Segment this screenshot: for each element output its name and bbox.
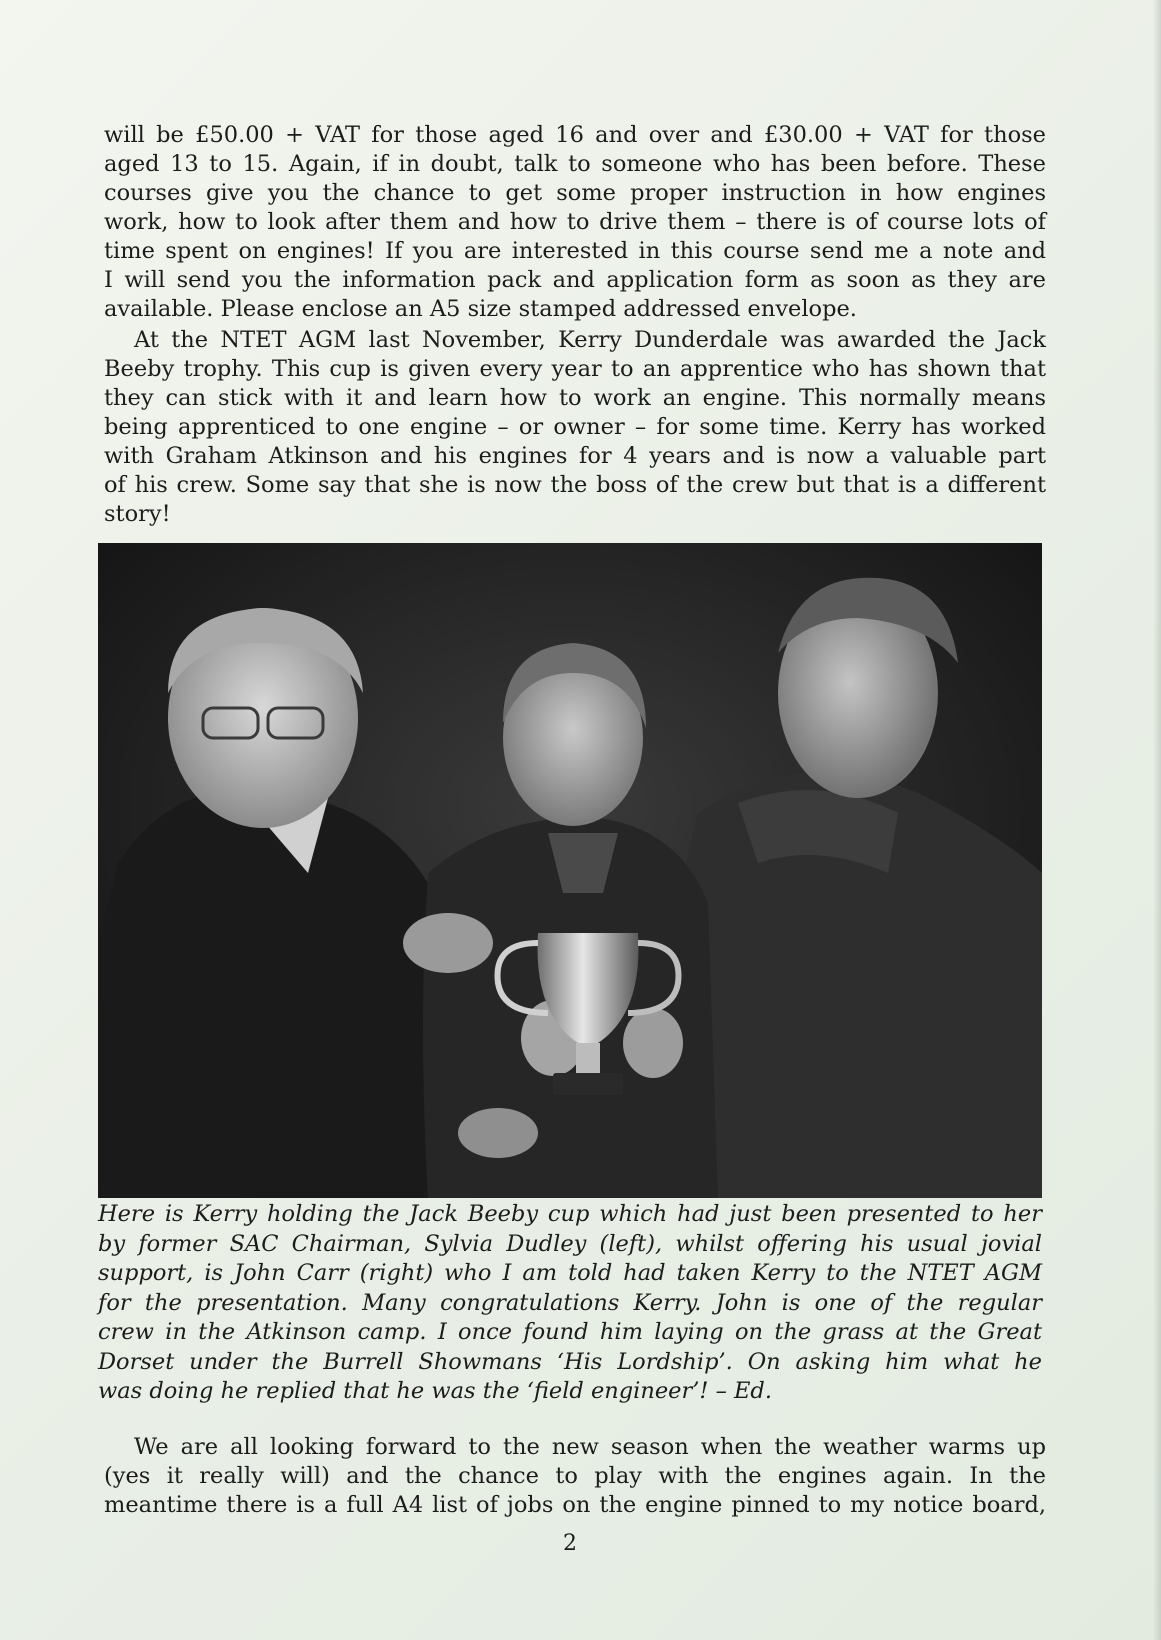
text-line: with Graham Atkinson and his engines for 4 years and is now a valuable part: [104, 443, 1046, 469]
text-line: they can stick with it and learn how to work an engine. This normally means: [104, 385, 1046, 411]
caption-line: for the presentation. Many congratulations Kerry. John is one of the regular: [98, 1289, 1042, 1316]
caption-line: crew in the Atkinson camp. I once found him laying on the grass at the Great: [98, 1319, 1042, 1345]
text-line: Beeby trophy. This cup is given every year to an apprentice who has shown that: [104, 356, 1046, 382]
paragraph-jack-beeby-trophy: [104, 326, 1046, 529]
text-line: aged 13 to 15. Again, if in doubt, talk to someone who has been before. These: [104, 151, 1046, 177]
text-line: being apprenticed to one engine – or owner – for some time. Kerry has worked: [104, 414, 1046, 440]
text-line: of his crew. Some say that she is now the boss of the crew but that is a different: [104, 472, 1046, 498]
text-line: work, how to look after them and how to drive them – there is of course lots of: [104, 209, 1046, 235]
page-number: 2: [563, 1531, 577, 1556]
caption-line: by former SAC Chairman, Sylvia Dudley (left), whilst offering his usual jovial: [98, 1230, 1042, 1257]
paragraph-course-fees: [104, 121, 1046, 324]
page-edge-shadow: [1153, 0, 1161, 1640]
caption-line: Here is Kerry holding the Jack Beeby cup which had just been presented to her: [98, 1201, 1042, 1227]
paragraph-new-season: [104, 1433, 1046, 1520]
text-line: meantime there is a full A4 list of jobs on the engine pinned to my notice board,: [104, 1492, 1046, 1518]
caption-line: was doing he replied that he was the ‘field engineer’! – Ed.: [98, 1378, 772, 1404]
text-line: (yes it really will) and the chance to play with the engines again. In the: [104, 1463, 1046, 1489]
text-line: I will send you the information pack and application form as soon as they are: [104, 267, 1046, 293]
caption-line: support, is John Carr (right) who I am told had taken Kerry to the NTET AGM: [98, 1260, 1042, 1286]
text-line: We are all looking forward to the new season when the weather warms up: [134, 1434, 1046, 1460]
text-line: story!: [104, 501, 171, 527]
text-line: will be £50.00 + VAT for those aged 16 and over and £30.00 + VAT for those: [104, 122, 1046, 148]
trophy-presentation-photo: [98, 543, 1042, 1198]
photo-illustration: [98, 543, 1042, 1198]
text-line: available. Please enclose an A5 size stamped addressed envelope.: [104, 296, 857, 322]
text-line: courses give you the chance to get some proper instruction in how engines: [104, 180, 1046, 206]
photo-caption: [98, 1200, 1042, 1407]
text-line: At the NTET AGM last November, Kerry Dunderdale was awarded the Jack: [134, 327, 1046, 353]
caption-line: Dorset under the Burrell Showmans ‘His Lordship’. On asking him what he: [98, 1348, 1042, 1375]
text-line: time spent on engines! If you are interested in this course send me a note and: [104, 238, 1046, 264]
